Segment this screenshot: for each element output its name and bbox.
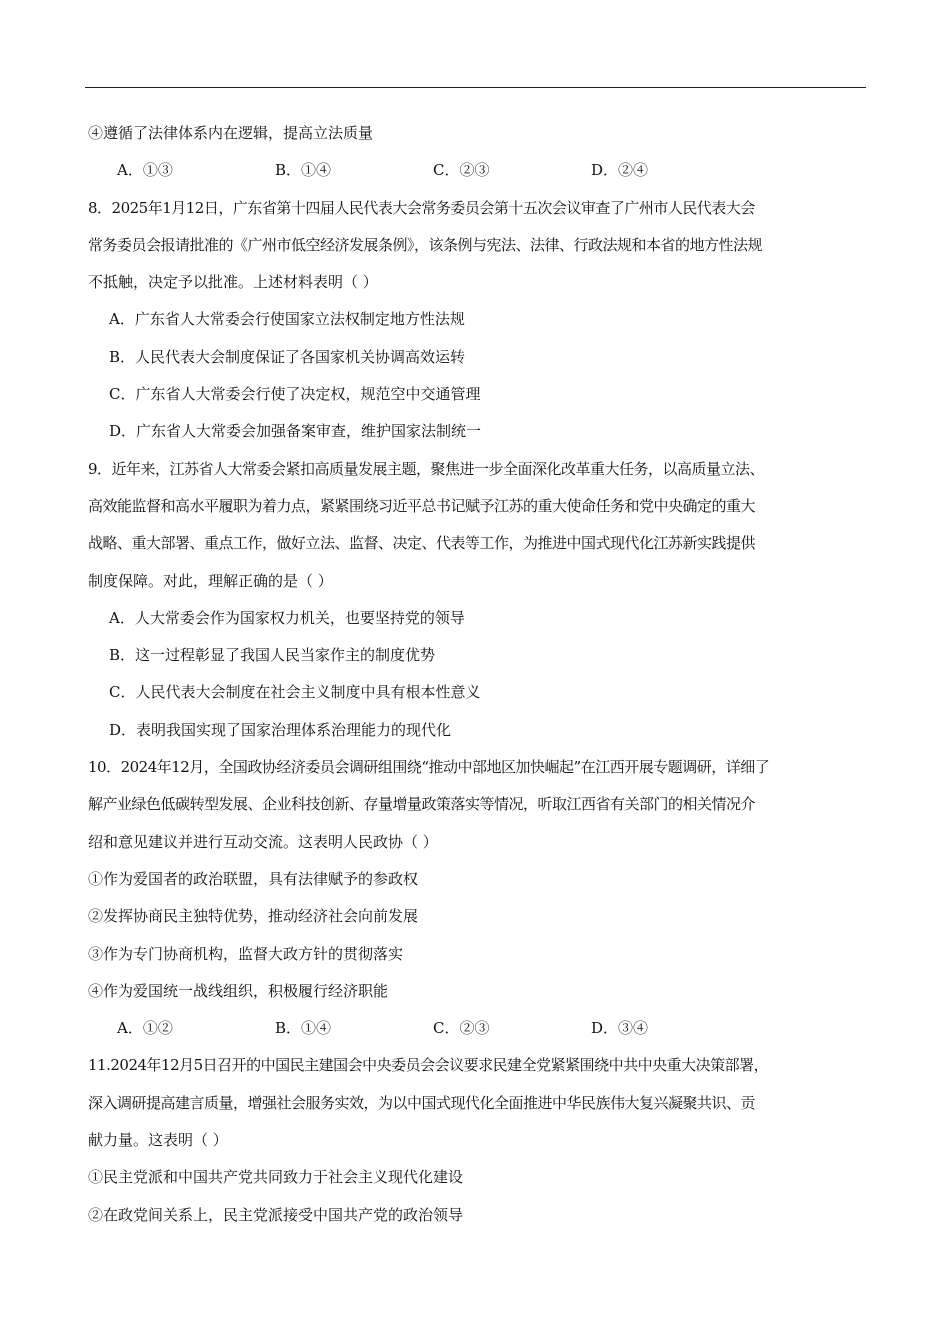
q9-stem-line-2: 高效能监督和高水平履职为着力点，紧紧围绕习近平总书记赋予江苏的重大使命任务和党中央确定的重大 [88,496,756,515]
q8-stem-line-2: 常务委员会报请批准的《广州市低空经济发展条例》，该条例与宪法、法律、行政法规和本省的地方性法规 [88,235,763,254]
q11-statement-2: ②在政党间关系上，民主党派接受中国共产党的政治领导 [88,1205,464,1224]
q11-stem-line-3: 献力量。这表明（ ） [88,1131,228,1150]
q10-statement-3: ③作为专门协商机构，监督大政方针的贯彻落实 [88,944,404,963]
q8-option-d[interactable]: D．广东省人大常委会加强备案审查，维护国家法制统一 [109,422,482,441]
q10-stem-line-1: 10．2024年12月，全国政协经济委员会调研组围绕“推动中部地区加快崛起”在江西开展专题调研，详细了 [88,758,770,777]
q9-option-b[interactable]: B．这一过程彰显了我国人民当家作主的制度优势 [109,646,436,665]
q9-stem-line-1: 9．近年来，江苏省人大常委会紧扣高质量发展主题，聚焦进一步全面深化改革重大任务，以高质量立法、 [88,459,765,478]
q9-stem-line-4: 制度保障。对此，理解正确的是（ ） [88,571,333,590]
q7-option-d[interactable]: D．②④ [591,161,649,180]
q11-stem-line-2: 深入调研提高建言质量，增强社会服务实效，为以中国式现代化全面推进中华民族伟大复兴凝聚共识、贡 [88,1093,756,1112]
q7-statement-4: ④遵循了法律体系内在逻辑，提高立法质量 [88,124,374,142]
q11-stem-line-1: 11.2024年12月5日召开的中国民主建国会中央委员会会议要求民建全党紧紧围绕中共中央重大决策部署， [88,1056,769,1075]
q9-stem-line-3: 战略、重大部署、重点工作，做好立法、监督、决定、代表等工作，为推进中国式现代化江苏新实践提供 [88,534,756,553]
q8-option-b[interactable]: B．人民代表大会制度保证了各国家机关协调高效运转 [109,347,466,366]
q10-statement-1: ①作为爱国者的政治联盟，具有法律赋予的参政权 [88,869,419,888]
q10-option-c[interactable]: C．②③ [433,1019,490,1038]
q9-option-a[interactable]: A．人大常委会作为国家权力机关，也要坚持党的领导 [109,608,465,627]
q7-option-c[interactable]: C．②③ [433,161,490,180]
q7-option-a[interactable]: A．①③ [117,161,173,180]
q10-stem-line-2: 解产业绿色低碳转型发展、企业科技创新、存量增量政策落实等情况，听取江西省有关部门的相关情况介 [88,795,756,814]
q8-option-a[interactable]: A．广东省人大常委会行使国家立法权制定地方性法规 [109,310,465,329]
exam-page-content [88,115,868,1234]
q10-option-d[interactable]: D．③④ [591,1019,649,1038]
q10-options [88,1010,868,1047]
q10-statement-4: ④作为爱国统一战线组织，积极履行经济职能 [88,981,389,1000]
q10-option-b[interactable]: B．①④ [275,1019,332,1038]
q11-statement-1: ①民主党派和中国共产党共同致力于社会主义现代化建设 [88,1168,464,1187]
q10-stem-line-3: 绍和意见建议并进行互动交流。这表明人民政协（ ） [88,832,438,851]
q8-stem-line-1: 8．2025年1月12日，广东省第十四届人民代表大会常务委员会第十五次会议审查了广州市人民代表大会 [88,198,755,217]
q10-option-a[interactable]: A．①② [117,1019,173,1038]
q9-option-d[interactable]: D．表明我国实现了国家治理体系治理能力的现代化 [109,720,452,739]
q7-option-b[interactable]: B．①④ [275,161,332,180]
q8-option-c[interactable]: C．广东省人大常委会行使了决定权，规范空中交通管理 [109,385,481,404]
q8-stem-line-3: 不抵触，决定予以批准。上述材料表明（ ） [88,273,378,292]
header-rule [85,87,866,88]
q7-options [88,152,868,189]
q9-option-c[interactable]: C．人民代表大会制度在社会主义制度中具有根本性意义 [109,683,481,702]
q10-statement-2: ②发挥协商民主独特优势，推动经济社会向前发展 [88,907,419,926]
